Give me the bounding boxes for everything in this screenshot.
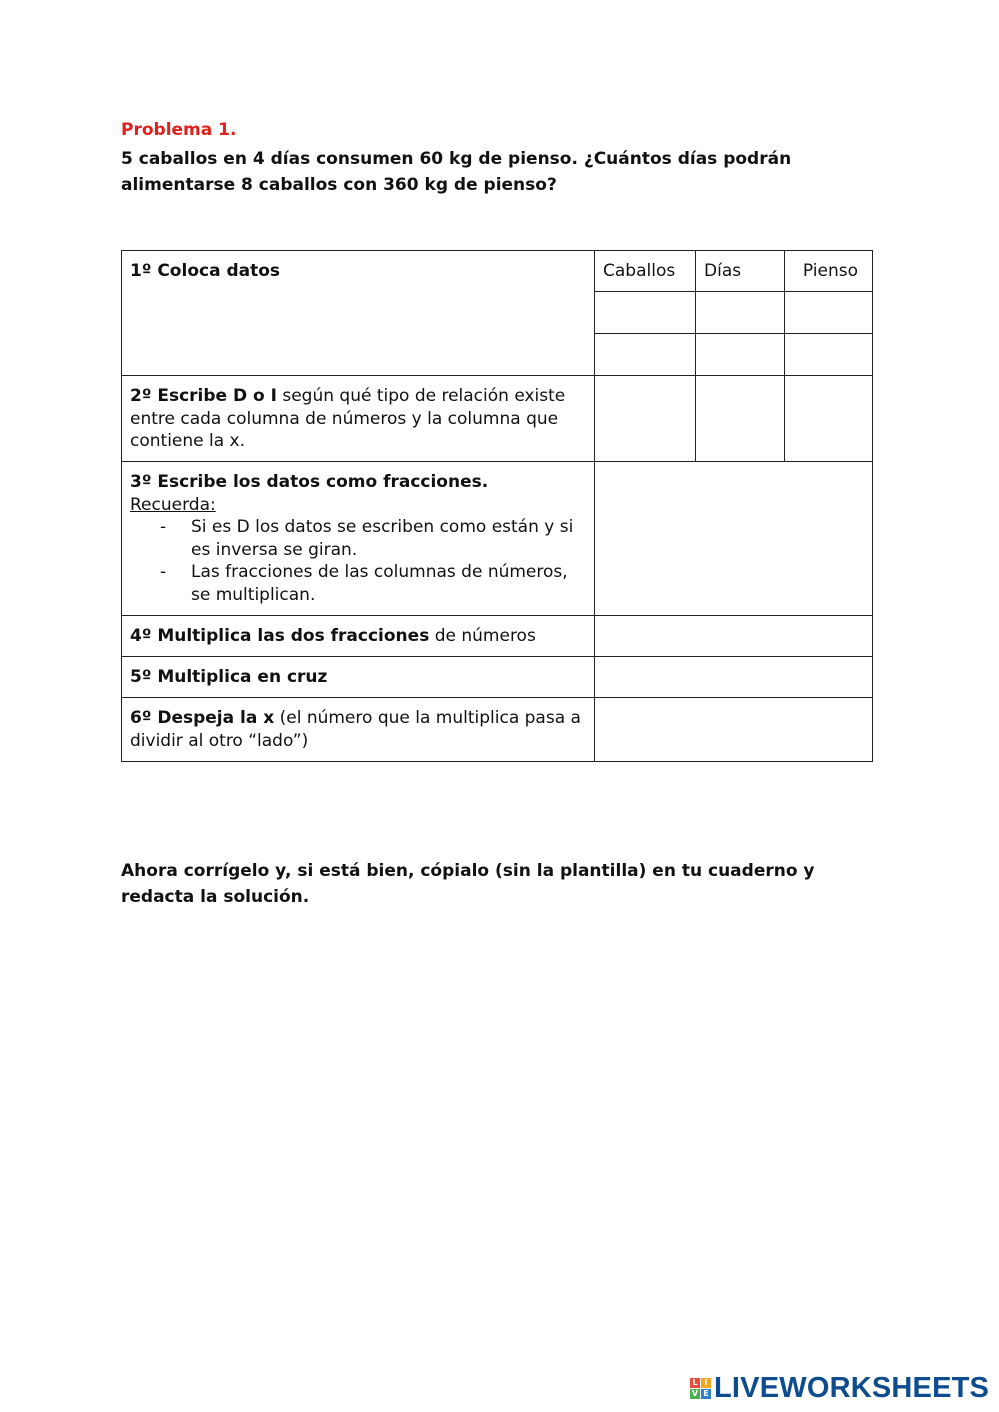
step-5-label: 5º Multiplica en cruz bbox=[130, 667, 328, 687]
step-2-text: según qué tipo de relación existe entre cada columna de números y la columna que contiene la x. bbox=[130, 386, 566, 451]
multiply-fractions-answer-field[interactable] bbox=[595, 616, 873, 657]
column-header-dias: Días bbox=[696, 251, 785, 292]
liveworksheets-logo-text: LIVEWORKSHEETS bbox=[714, 1372, 990, 1404]
problem-title: Problema 1. bbox=[121, 120, 237, 140]
data-input-dias-2[interactable] bbox=[696, 334, 785, 376]
list-item: - Si es D los datos se escriben como están y si es inversa se giran. bbox=[160, 517, 574, 560]
step-2-label: 2º Escribe D o I bbox=[130, 386, 277, 406]
liveworksheets-logo bbox=[690, 1372, 989, 1405]
step-1-label: 1º Coloca datos bbox=[130, 261, 281, 281]
step-2-cell bbox=[122, 376, 595, 462]
step-4-label: 4º Multiplica las dos fracciones bbox=[130, 626, 430, 646]
relation-input-pienso[interactable] bbox=[785, 376, 873, 462]
column-header-pienso: Pienso bbox=[785, 251, 873, 292]
data-input-pienso-2[interactable] bbox=[785, 334, 873, 376]
fractions-answer-field[interactable] bbox=[595, 462, 873, 616]
solve-x-answer-field[interactable] bbox=[595, 698, 873, 762]
step-6-label: 6º Despeja la x bbox=[130, 708, 275, 728]
liveworksheets-logo-icon: L I V E bbox=[690, 1378, 711, 1399]
step-5-cell bbox=[122, 657, 595, 698]
step-4-cell bbox=[122, 616, 595, 657]
data-input-pienso-1[interactable] bbox=[785, 292, 873, 334]
step-3-cell bbox=[122, 462, 595, 616]
step-3-label: 3º Escribe los datos como fracciones. bbox=[130, 472, 489, 492]
step-1-cell bbox=[122, 251, 595, 376]
data-input-caballos-1[interactable] bbox=[595, 292, 696, 334]
list-item: - Las fracciones de las columnas de números, se multiplican. bbox=[160, 562, 568, 605]
data-input-dias-1[interactable] bbox=[696, 292, 785, 334]
cross-multiply-answer-field[interactable] bbox=[595, 657, 873, 698]
step-6-cell bbox=[122, 698, 595, 762]
relation-input-caballos[interactable] bbox=[595, 376, 696, 462]
column-header-caballos: Caballos bbox=[595, 251, 696, 292]
step-6-text: (el número que la multiplica pasa a dividir al otro “lado”) bbox=[130, 708, 581, 751]
data-input-caballos-2[interactable] bbox=[595, 334, 696, 376]
footer-instruction: Ahora corrígelo y, si está bien, cópialo (sin la plantilla) en tu cuaderno y redacta la solución. bbox=[121, 861, 815, 907]
problem-statement: 5 caballos en 4 días consumen 60 kg de pienso. ¿Cuántos días podrán alimentarse 8 caballos con 360 kg de pienso? bbox=[121, 149, 792, 195]
step-4-text: de números bbox=[429, 626, 536, 646]
worksheet-table bbox=[121, 250, 873, 762]
relation-input-dias[interactable] bbox=[696, 376, 785, 462]
step-3-reminder: Recuerda: bbox=[130, 494, 216, 515]
